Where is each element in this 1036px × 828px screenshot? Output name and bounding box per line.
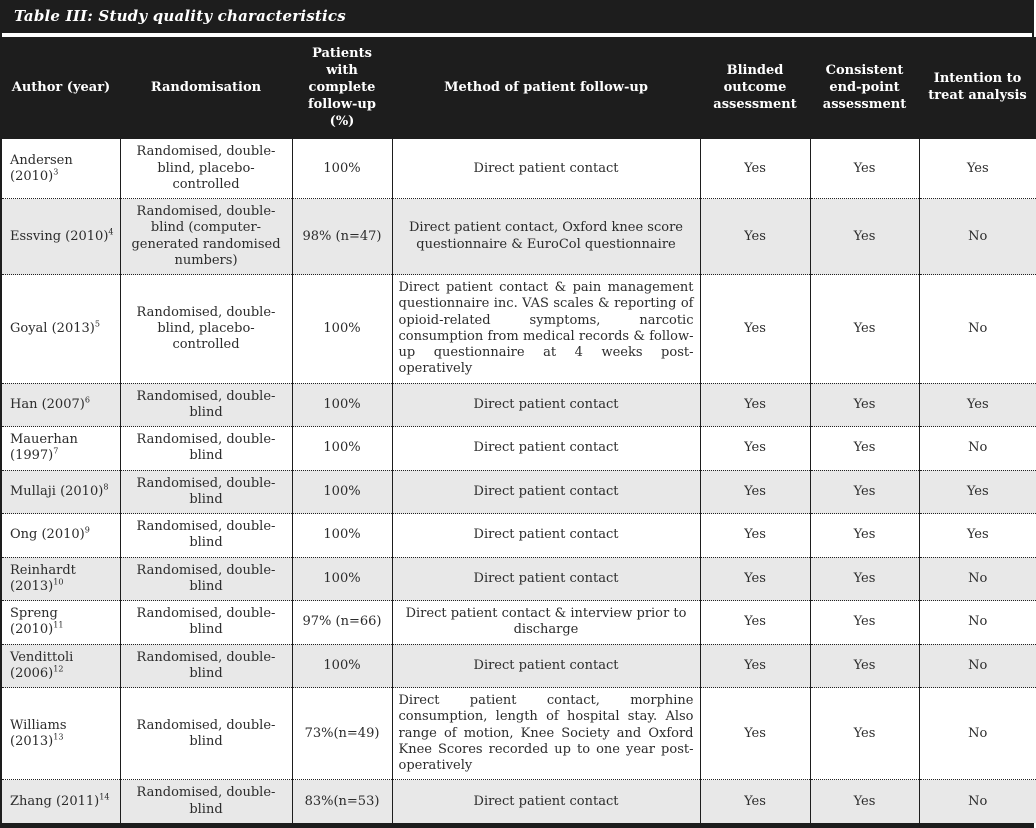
reference-superscript: 5	[94, 319, 100, 329]
randomisation-cell: Randomised, double-blind	[120, 557, 292, 601]
blinded-cell: Yes	[700, 601, 810, 645]
method-cell: Direct patient contact, morphine consumption, length of hospital stay. Also range of motion, Knee Society and Oxford Knee Scores recorded up to one year post-operatively	[392, 688, 700, 780]
author-name: Ong (2010)	[10, 527, 85, 543]
intention-cell: No	[919, 557, 1036, 601]
endpoint-cell: Yes	[810, 275, 919, 384]
author-cell	[2, 383, 120, 427]
followup-cell: 73%(n=49)	[292, 688, 392, 780]
author-name: Andersen (2010)	[10, 152, 73, 184]
table-row	[2, 688, 1036, 780]
intention-cell: No	[919, 601, 1036, 645]
col-header-intention: Intention to treat analysis	[919, 37, 1036, 139]
author-name: Han (2007)	[10, 396, 85, 412]
author-cell	[2, 780, 120, 823]
endpoint-cell: Yes	[810, 470, 919, 514]
intention-cell: No	[919, 688, 1036, 780]
author-cell	[2, 557, 120, 601]
author-name: Goyal (2013)	[10, 320, 95, 336]
randomisation-cell: Randomised, double-blind, placebo-controlled	[120, 139, 292, 198]
endpoint-cell: Yes	[810, 780, 919, 823]
table-row	[2, 514, 1036, 558]
intention-cell: Yes	[919, 383, 1036, 427]
col-header-followup: Patients with complete follow-up (%)	[292, 37, 392, 139]
randomisation-cell: Randomised, double-blind	[120, 427, 292, 471]
followup-cell: 100%	[292, 275, 392, 384]
table-row	[2, 644, 1036, 688]
method-cell: Direct patient contact & pain management questionnaire inc. VAS scales & reporting of opioid-related symptoms, narcotic consumption from medical records & follow-up questionnaire at 4 weeks post-operatively	[392, 275, 700, 384]
author-name: Zhang (2011)	[10, 793, 100, 809]
author-name: Vendittoli (2006)	[10, 649, 74, 681]
author-cell	[2, 644, 120, 688]
table-body	[2, 139, 1036, 823]
followup-cell: 100%	[292, 427, 392, 471]
followup-cell: 100%	[292, 557, 392, 601]
reference-superscript: 11	[53, 621, 64, 631]
table-row	[2, 557, 1036, 601]
col-header-blinded: Blinded outcome assessment	[700, 37, 810, 139]
blinded-cell: Yes	[700, 199, 810, 275]
author-name: Mullaji (2010)	[10, 483, 104, 499]
col-header-randomisation: Randomisation	[120, 37, 292, 139]
author-name: Spreng (2010)	[10, 606, 58, 638]
author-cell	[2, 139, 120, 198]
author-name: Reinhardt (2013)	[10, 562, 76, 594]
blinded-cell: Yes	[700, 383, 810, 427]
reference-superscript: 12	[53, 664, 64, 674]
reference-superscript: 9	[84, 526, 90, 535]
table-row	[2, 470, 1036, 514]
reference-superscript: 10	[53, 577, 64, 587]
method-cell: Direct patient contact & interview prior to discharge	[392, 601, 700, 645]
author-cell	[2, 199, 120, 275]
header-row	[2, 37, 1036, 139]
randomisation-cell: Randomised, double-blind	[120, 383, 292, 427]
intention-cell: No	[919, 644, 1036, 688]
author-cell	[2, 688, 120, 780]
table-header	[2, 37, 1036, 139]
followup-cell: 100%	[292, 514, 392, 558]
col-header-author: Author (year)	[2, 37, 120, 139]
table-row	[2, 780, 1036, 823]
endpoint-cell: Yes	[810, 199, 919, 275]
blinded-cell: Yes	[700, 470, 810, 514]
author-cell	[2, 601, 120, 645]
table-row	[2, 139, 1036, 198]
intention-cell: No	[919, 427, 1036, 471]
randomisation-cell: Randomised, double-blind (computer-generated randomised numbers)	[120, 199, 292, 275]
author-name: Williams (2013)	[10, 717, 67, 749]
intention-cell: Yes	[919, 470, 1036, 514]
reference-superscript: 4	[108, 227, 114, 237]
method-cell: Direct patient contact	[392, 557, 700, 601]
followup-cell: 100%	[292, 644, 392, 688]
followup-cell: 98% (n=47)	[292, 199, 392, 275]
table-row	[2, 601, 1036, 645]
endpoint-cell: Yes	[810, 427, 919, 471]
table-row	[2, 383, 1036, 427]
blinded-cell: Yes	[700, 139, 810, 198]
reference-superscript: 14	[99, 792, 110, 802]
study-quality-table	[2, 37, 1036, 823]
col-header-method: Method of patient follow-up	[392, 37, 700, 139]
endpoint-cell: Yes	[810, 139, 919, 198]
endpoint-cell: Yes	[810, 514, 919, 558]
randomisation-cell: Randomised, double-blind	[120, 601, 292, 645]
author-cell	[2, 275, 120, 384]
method-cell: Direct patient contact	[392, 644, 700, 688]
randomisation-cell: Randomised, double-blind	[120, 780, 292, 823]
reference-superscript: 7	[53, 447, 59, 457]
endpoint-cell: Yes	[810, 557, 919, 601]
author-cell	[2, 427, 120, 471]
blinded-cell: Yes	[700, 275, 810, 384]
randomisation-cell: Randomised, double-blind	[120, 688, 292, 780]
endpoint-cell: Yes	[810, 601, 919, 645]
blinded-cell: Yes	[700, 644, 810, 688]
method-cell: Direct patient contact, Oxford knee score questionnaire & EuroCol questionnaire	[392, 199, 700, 275]
table-row	[2, 275, 1036, 384]
table-row	[2, 427, 1036, 471]
col-header-endpoint: Consistent end-point assessment	[810, 37, 919, 139]
table-title: Table III: Study quality characteristics	[2, 0, 1032, 33]
followup-cell: 100%	[292, 383, 392, 427]
method-cell: Direct patient contact	[392, 139, 700, 198]
blinded-cell: Yes	[700, 514, 810, 558]
endpoint-cell: Yes	[810, 644, 919, 688]
intention-cell: No	[919, 780, 1036, 823]
blinded-cell: Yes	[700, 427, 810, 471]
followup-cell: 97% (n=66)	[292, 601, 392, 645]
randomisation-cell: Randomised, double-blind	[120, 644, 292, 688]
intention-cell: No	[919, 199, 1036, 275]
method-cell: Direct patient contact	[392, 383, 700, 427]
blinded-cell: Yes	[700, 557, 810, 601]
method-cell: Direct patient contact	[392, 514, 700, 558]
randomisation-cell: Randomised, double-blind	[120, 470, 292, 514]
blinded-cell: Yes	[700, 688, 810, 780]
reference-superscript: 6	[84, 395, 90, 405]
method-cell: Direct patient contact	[392, 427, 700, 471]
intention-cell: Yes	[919, 514, 1036, 558]
intention-cell: No	[919, 275, 1036, 384]
randomisation-cell: Randomised, double-blind, placebo-controlled	[120, 275, 292, 384]
reference-superscript: 13	[53, 732, 64, 742]
author-name: Mauerhan (1997)	[10, 432, 78, 464]
method-cell: Direct patient contact	[392, 780, 700, 823]
reference-superscript: 8	[103, 482, 109, 492]
randomisation-cell: Randomised, double-blind	[120, 514, 292, 558]
followup-cell: 100%	[292, 139, 392, 198]
followup-cell: 83%(n=53)	[292, 780, 392, 823]
endpoint-cell: Yes	[810, 688, 919, 780]
author-name: Essving (2010)	[10, 228, 109, 244]
author-cell	[2, 514, 120, 558]
endpoint-cell: Yes	[810, 383, 919, 427]
table-row	[2, 199, 1036, 275]
method-cell: Direct patient contact	[392, 470, 700, 514]
author-cell	[2, 470, 120, 514]
intention-cell: Yes	[919, 139, 1036, 198]
blinded-cell: Yes	[700, 780, 810, 823]
followup-cell: 100%	[292, 470, 392, 514]
reference-superscript: 3	[53, 167, 59, 177]
